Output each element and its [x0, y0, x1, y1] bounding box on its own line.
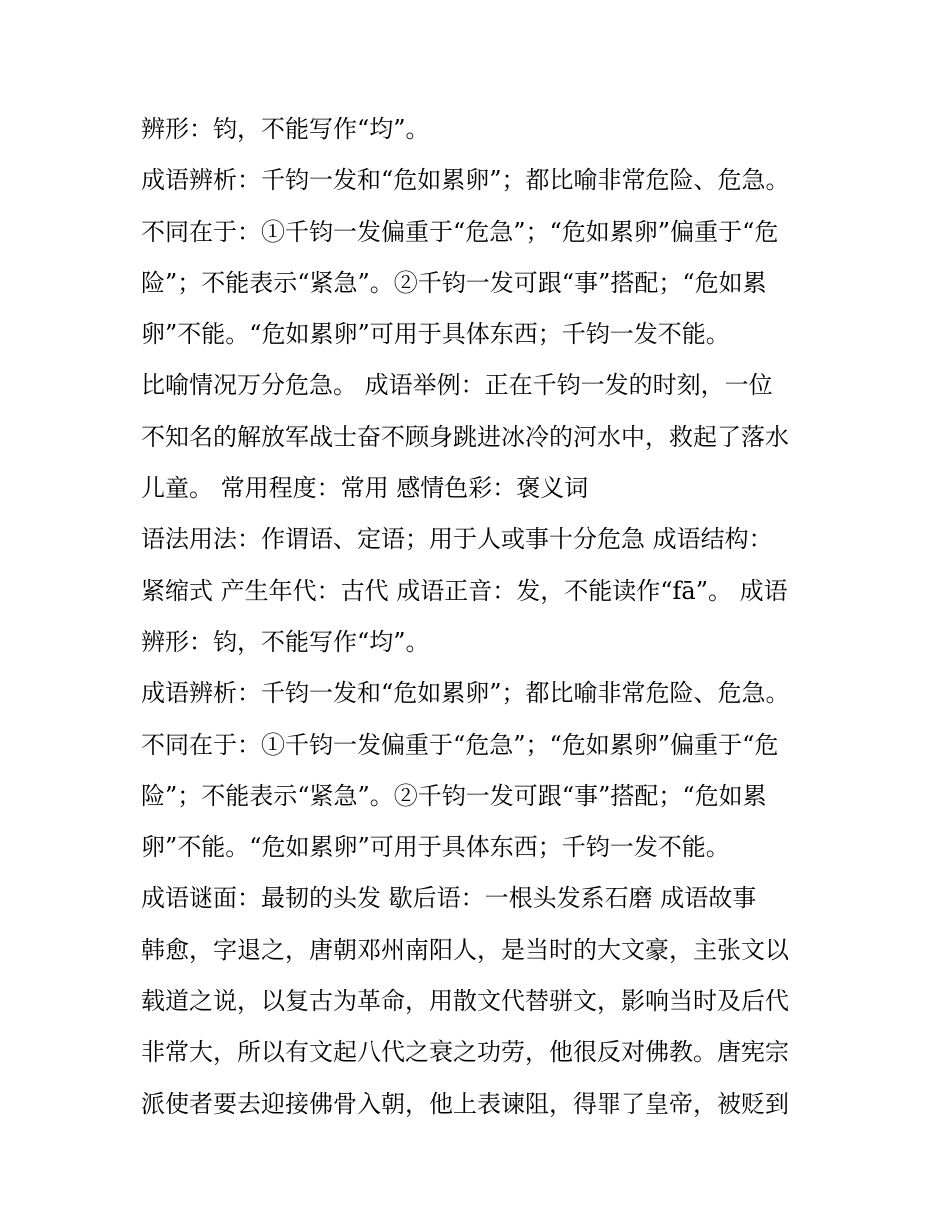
text-line: 不知名的解放军战士奋不顾身跳进冰冷的河水中，救起了落水	[141, 422, 789, 451]
text-line: 成语辨析：千钧一发和“危如累卵”；都比喻非常危险、危急。	[141, 166, 790, 195]
text-line: 不同在于：①千钧一发偏重于“危急”；“危如累卵”偏重于“危	[141, 217, 779, 246]
text-line: 险”；不能表示“紧急”。②千钧一发可跟“事”搭配；“危如累	[141, 781, 767, 810]
text-line: 险”；不能表示“紧急”。②千钧一发可跟“事”搭配；“危如累	[141, 268, 767, 297]
text-line: 儿童。 常用程度：常用 感情色彩：褒义词	[141, 474, 589, 503]
text-line: 韩愈，字退之，唐朝邓州南阳人，是当时的大文豪，主张文以	[141, 935, 789, 964]
text-line: 语法用法：作谓语、定语；用于人或事十分危急 成语结构：	[141, 525, 773, 554]
text-line: 载道之说，以复古为革命，用散文代替骈文，影响当时及后代	[141, 987, 789, 1016]
text-line: 不同在于：①千钧一发偏重于“危急”；“危如累卵”偏重于“危	[141, 730, 779, 759]
text-line: 比喻情况万分危急。 成语举例：正在千钧一发的时刻，一位	[141, 371, 773, 400]
text-line: 非常大，所以有文起八代之衰之功劳，他很反对佛教。唐宪宗	[141, 1038, 789, 1067]
text-line: 辨形：钧，不能写作“均”。	[141, 627, 430, 656]
text-line: 派使者要去迎接佛骨入朝，他上表谏阻，得罪了皇帝，被贬到	[141, 1089, 789, 1118]
text-line: 成语辨析：千钧一发和“危如累卵”；都比喻非常危险、危急。	[141, 679, 790, 708]
text-line: 卵”不能。“危如累卵”可用于具体东西；千钧一发不能。	[141, 833, 730, 862]
text-line: 辨形：钧，不能写作“均”。	[141, 115, 430, 143]
body-text	[141, 104, 841, 1130]
text-line: 成语谜面：最韧的头发 歇后语：一根头发系石磨 成语故事	[141, 884, 757, 913]
text-line: 紧缩式 产生年代：古代 成语正音：发，不能读作“fā”。 成语	[141, 576, 788, 605]
text-line: 卵”不能。“危如累卵”可用于具体东西；千钧一发不能。	[141, 320, 730, 349]
